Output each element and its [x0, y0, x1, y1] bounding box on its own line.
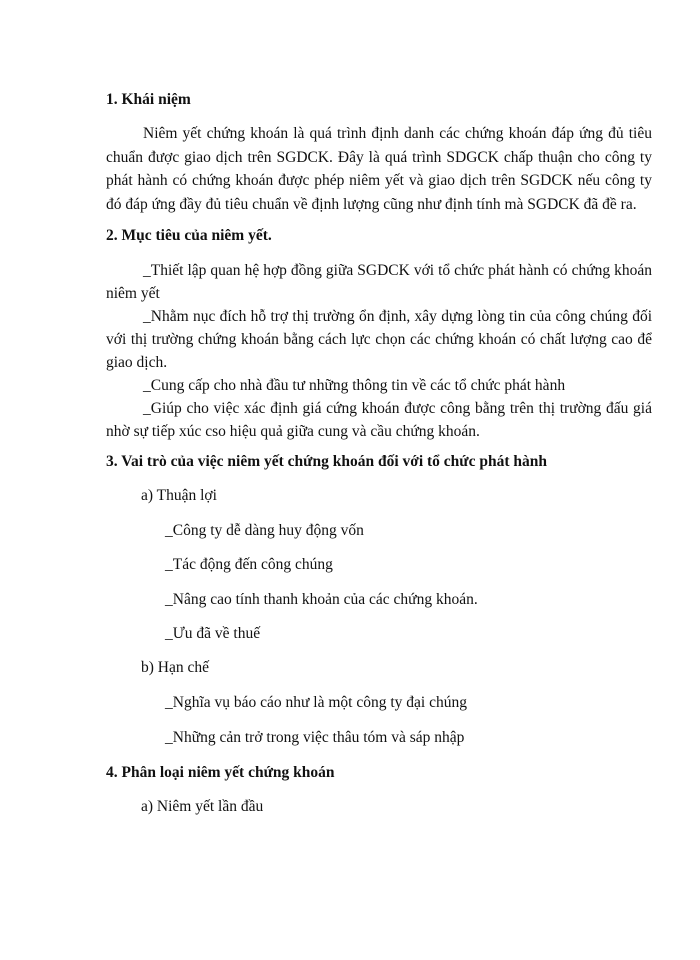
section-3-heading: 3. Vai trò của việc niêm yết chứng khoán đối với tổ chức phát hành — [106, 453, 547, 470]
section-4-heading: 4. Phân loại niêm yết chứng khoán — [106, 764, 335, 781]
section-2-item: _Cung cấp cho nhà đầu tư những thông tin về các tổ chức phát hành — [143, 377, 566, 394]
section-2-heading: 2. Mục tiêu của niêm yết. — [106, 227, 272, 244]
section-1-body — [106, 122, 652, 216]
section-3-subheading-a: a) Thuận lợi — [141, 487, 217, 504]
section-1-heading: 1. Khái niệm — [106, 91, 191, 108]
section-1-paragraph: Niêm yết chứng khoán là quá trình định danh các chứng khoán đáp ứng đủ tiêu chuẩn được giao dịch trên SGDCK. Đây là quá trình SDGCK chấp thuận cho công ty phát hành có chứng khoán được phép niêm yết và giao dịch trên SGDCK nếu công ty đó đáp ứng đầy đủ tiêu chuẩn về định lượng cũng như định tính mà SGDCK đã đề ra. — [106, 125, 652, 213]
section-3-a-item: _Ưu đã về thuế — [165, 625, 261, 642]
section-3-b-item: _Nghĩa vụ báo cáo như là một công ty đại chúng — [165, 694, 467, 711]
section-4-subheading-a: a) Niêm yết lần đầu — [141, 798, 264, 815]
section-3-a-item: _Công ty dễ dàng huy động vốn — [165, 522, 364, 539]
section-2-item: _Thiết lập quan hệ hợp đồng giữa SGDCK với tổ chức phát hành có chứng khoán niêm yết — [106, 262, 652, 302]
section-3-subheading-b: b) Hạn chế — [141, 659, 209, 676]
section-2-list — [106, 259, 652, 443]
section-2-item: _Giúp cho việc xác định giá cứng khoán được công bằng trên thị trường đấu giá nhờ sự tiếp xúc cso hiệu quả giữa cung và cầu chứng khoán. — [106, 400, 652, 440]
section-2-item: _Nhằm nục đích hỗ trợ thị trường ổn định, xây dựng lòng tin của công chúng đối với thị trường chứng khoán bằng cách lực chọn các chứng khoán có chất lượng cao để giao dịch. — [106, 308, 652, 371]
section-3-a-item: _Tác động đến công chúng — [165, 556, 333, 573]
section-3-b-item: _Những cản trở trong việc thâu tóm và sáp nhập — [165, 729, 465, 746]
section-3-a-item: _Nâng cao tính thanh khoản của các chứng khoán. — [165, 591, 478, 608]
